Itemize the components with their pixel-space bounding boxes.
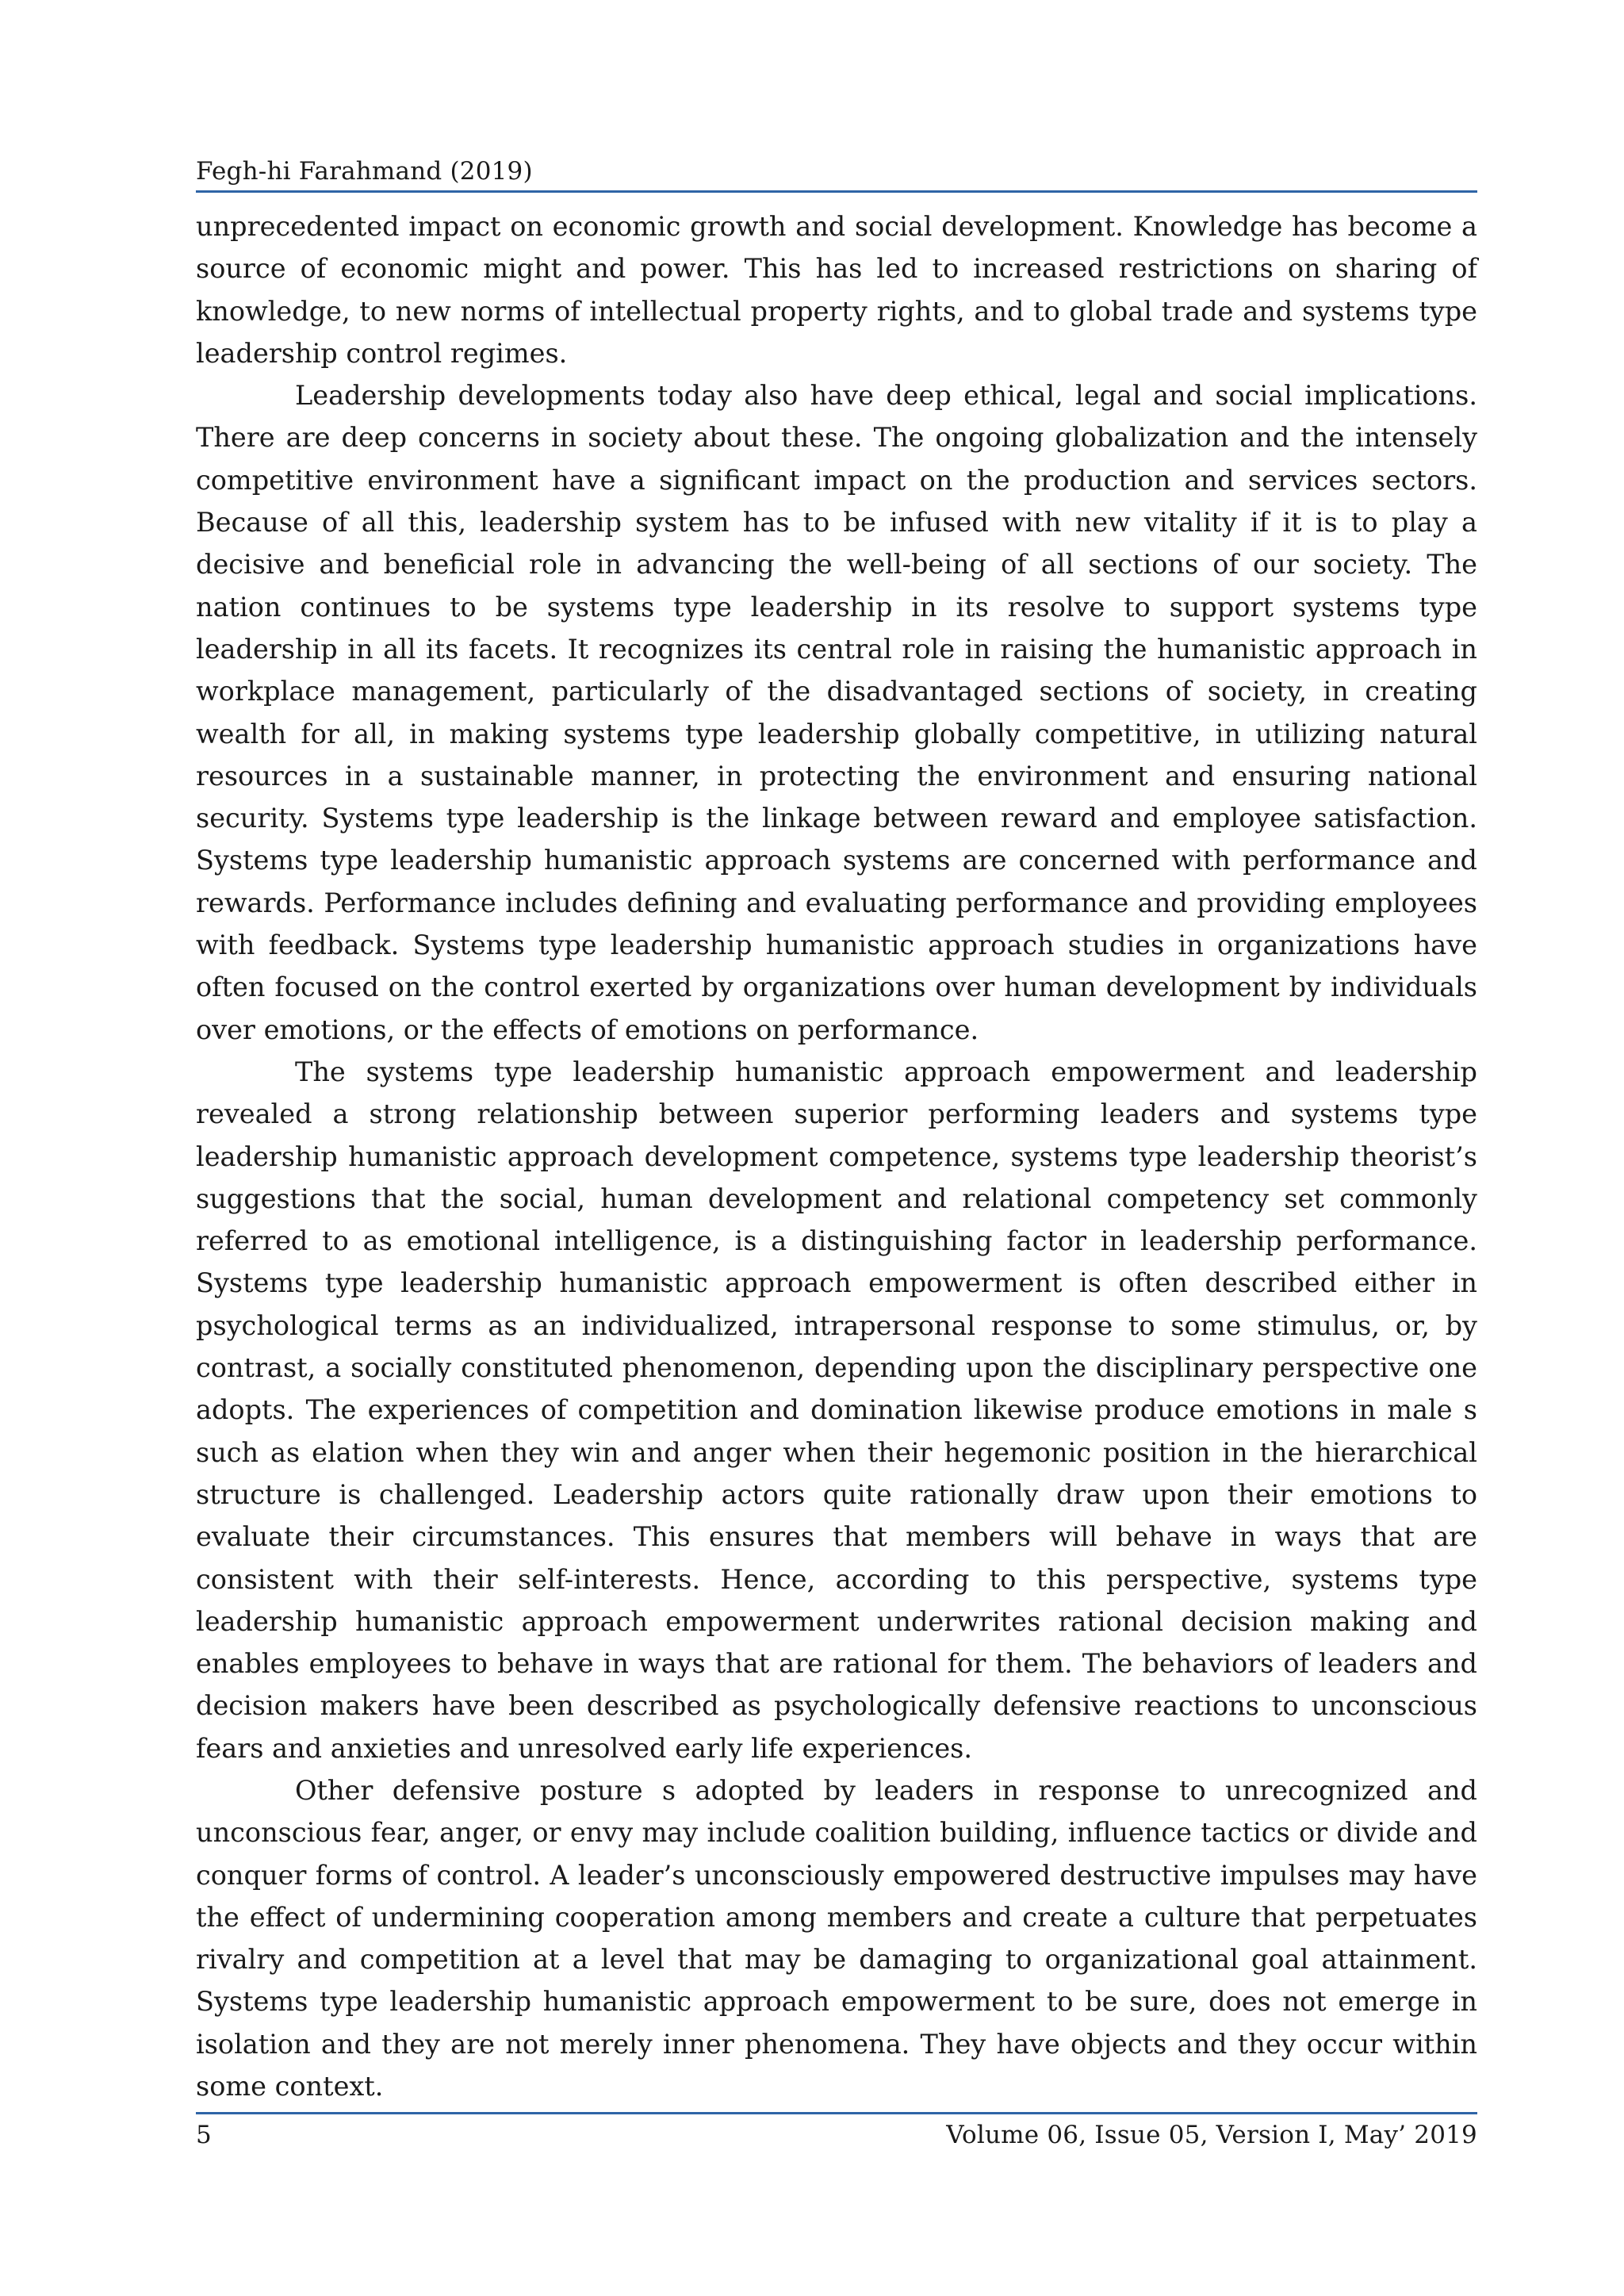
paragraph-2: Leadership developments today also have deep ethical, legal and social implications. There are deep concerns in society about these. The ongoing globalization and the intensely competitive environment have a significant impact on the production and services sectors. Because of all this, leadership system has to be infused with new vitality if it is to play a decisive and beneficial role in advancing the well-being of all sections of our society. The nation continues to be systems type leadership in its resolve to support systems type leadership in all its facets. It recognizes its central role in raising the humanistic approach in workplace management, particularly of the disadvantaged sections of society, in creating wealth for all, in making systems type leadership globally competitive, in utilizing natural resources in a sustainable manner, in protecting the environment and ensuring national security. Systems type leadership is the linkage between reward and employee satisfaction. Systems type leadership humanistic approach systems are concerned with performance and rewards. Performance includes defining and evaluating performance and providing employees with feedback. Systems type leadership humanistic approach studies in organizations have often focused on the control exerted by organizations over human development by individuals over emotions, or the effects of emotions on performance.	[196, 380, 1477, 1045]
page-number: 5	[196, 2121, 212, 2149]
body-text	[196, 205, 1477, 2107]
header-rule	[196, 190, 1477, 193]
running-head: Fegh-hi Farahmand (2019)	[196, 157, 533, 186]
paragraph-3: The systems type leadership humanistic approach empowerment and leadership revealed a strong relationship between superior performing leaders and systems type leadership humanistic approach development competence, systems type leadership theorist’s suggestions that the social, human development and relational competency set commonly referred to as emotional intelligence, is a distinguishing factor in leadership performance. Systems type leadership humanistic approach empowerment is often described either in psychological terms as an individualized, intrapersonal response to some stimulus, or, by contrast, a socially constituted phenomenon, depending upon the disciplinary perspective one adopts. The experiences of competition and domination likewise produce emotions in male s such as elation when they win and anger when their hegemonic position in the hierarchical structure is challenged. Leadership actors quite rationally draw upon their emotions to evaluate their circumstances. This ensures that members will behave in ways that are consistent with their self-interests. Hence, according to this perspective, systems type leadership humanistic approach empowerment underwrites rational decision making and enables employees to behave in ways that are rational for them. The behaviors of leaders and decision makers have been described as psychologically defensive reactions to unconscious fears and anxieties and unresolved early life experiences.	[196, 1056, 1477, 1764]
footer-rule	[196, 2112, 1477, 2114]
paragraph-1: unprecedented impact on economic growth and social development. Knowledge has become a source of economic might and power. This has led to increased restrictions on sharing of knowledge, to new norms of intellectual property rights, and to global trade and systems type leadership control regimes.	[196, 211, 1477, 369]
paragraph-4: Other defensive posture s adopted by leaders in response to unrecognized and unconscious fear, anger, or envy may include coalition building, influence tactics or divide and conquer forms of control. A leader’s unconsciously empowered destructive impulses may have the effect of undermining cooperation among members and create a culture that perpetuates rivalry and competition at a level that may be damaging to organizational goal attainment. Systems type leadership humanistic approach empowerment to be sure, does not emerge in isolation and they are not merely inner phenomena. They have objects and they occur within some context.	[196, 1774, 1477, 2102]
journal-info: Volume 06, Issue 05, Version I, May’ 2019	[946, 2121, 1477, 2149]
